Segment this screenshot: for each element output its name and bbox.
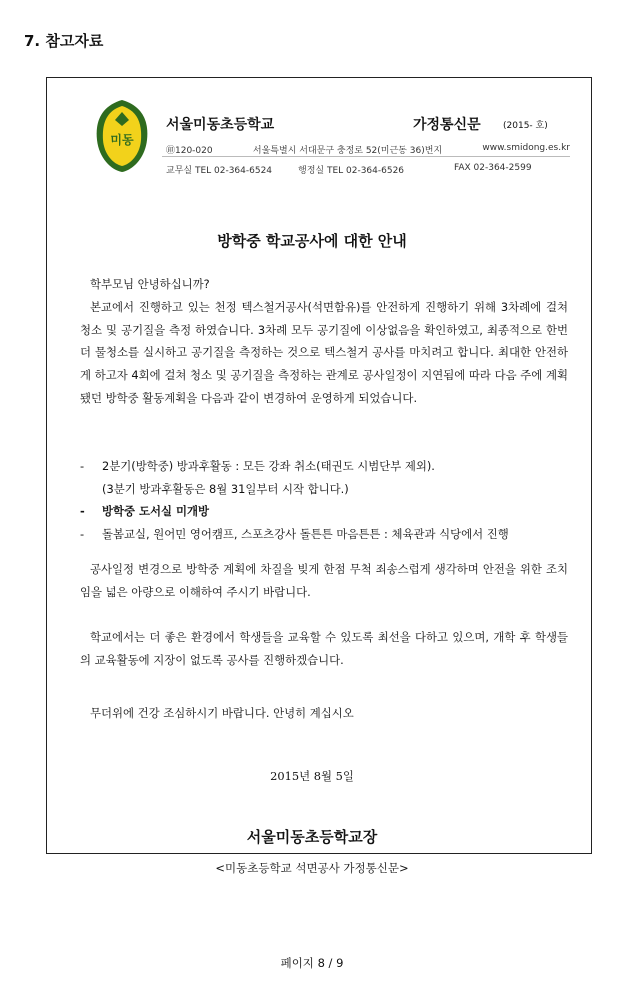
page-number: 페이지 8 / 9 [280,956,344,970]
address-line [166,143,570,156]
list-item [80,523,568,546]
list-dash: - [80,526,85,541]
activity-list [80,455,568,545]
list-item-text: 돌봄교실, 원어민 영어캠프, 스포츠강사 돌튼튼 마음튼튼 : 체육관과 식당에서 진행 [102,526,509,541]
header-rule [162,156,570,157]
closing-paragraph: 학교에서는 더 좋은 환경에서 학생들을 교육할 수 있도록 최선을 다하고 있으며, 개학 후 학생들의 교육활동에 지장이 없도록 공사를 진행하겠습니다. [80,630,568,667]
principal-signature: 서울미동초등학교장 [246,828,378,846]
phone-line [166,163,562,176]
list-item [80,455,568,478]
school-name: 서울미동초등학교 [166,117,275,133]
notice-title: 방학중 학교공사에 대한 안내 [217,232,407,250]
website: www.smidong.es.kr [482,143,570,153]
list-item [80,500,568,523]
section-title: 참고자료 [45,32,104,50]
logo-text: 미동 [110,133,134,147]
notice-date: 2015년 8월 5일 [270,769,354,783]
address: 서울특별시 서대문구 충정로 52(미근동 36)번지 [252,146,443,156]
list-item [80,478,568,501]
figure-caption: <미동초등학교 석면공사 가정통신문> [215,861,409,875]
apology-paragraph: 공사일정 변경으로 방학중 계획에 차질을 빚게 한점 무척 죄송스럽게 생각하며 안전을 위한 조치임을 넓은 아량으로 이해하여 주시기 바랍니다. [80,562,568,599]
school-logo [91,98,153,174]
phone-office: 교무실 TEL 02-364-6524 [166,166,273,176]
list-item-text: 방학중 도서실 미개방 [102,504,209,518]
list-dash: - [80,504,85,518]
postal-code: ㊞120-020 [166,146,213,156]
fax: FAX 02-364-2599 [454,163,532,173]
section-number: 7. [24,32,41,50]
main-paragraph: 본교에서 진행하고 있는 천정 텍스철거공사(석면함유)를 안전하게 진행하기 위해 3차례에 걸쳐 청소 및 공기질을 측정 하였습니다. 3차례 모두 공기질에 이상없음을 확인하였고, 최종적으로 한번 더 물청소를 실시하고 공기질을 측정하는 것으로 텍스철거 공사를 마치려고 합니다. 최대한 안전하게 하고자 4회에 걸쳐 청소 및 공기질을 측정하는 관계로 공사일정이 지연됨에 따라 다음 주에 계획됐던 방학중 활동계획을 다음과 같이 변경하여 운영하게 되었습니다. [80,300,568,405]
list-item-text: (3분기 방과후활동은 8월 31일부터 시작 합니다.) [102,481,349,496]
section-heading [24,30,103,51]
regards: 무더위에 건강 조심하시기 바랍니다. 안녕히 계십시오 [90,706,354,720]
list-item-text: 2분기(방학중) 방과후활동 : 모든 강좌 취소(태권도 시범단부 제외). [102,459,435,473]
greeting: 학부모님 안녕하십니까? [90,277,210,291]
phone-admin: 행정실 TEL 02-364-6526 [298,166,405,176]
newsletter-title: 가정통신문 [413,117,481,133]
list-dash: - [80,459,85,473]
issue-number: (2015- 호) [503,121,548,131]
